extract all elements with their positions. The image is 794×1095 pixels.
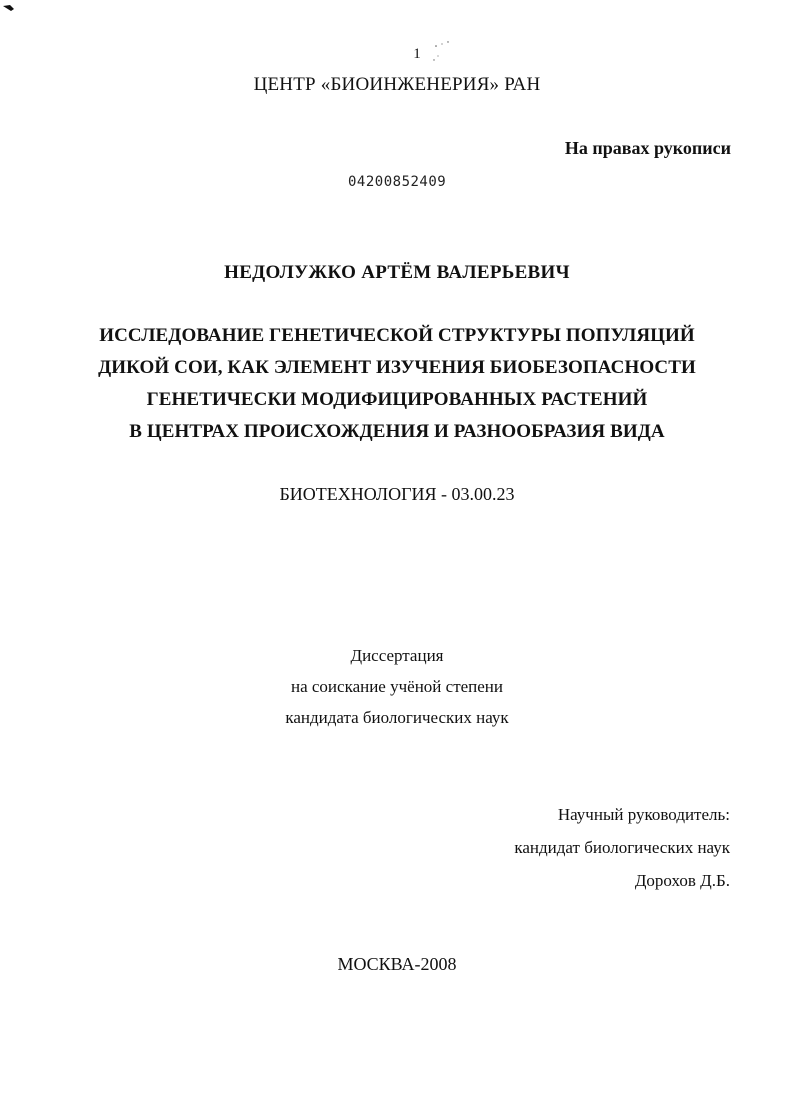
title-line: ИССЛЕДОВАНИЕ ГЕНЕТИЧЕСКОЙ СТРУКТУРЫ ПОПУЛЯЦИЙ (99, 325, 695, 346)
title-line: ДИКОЙ СОИ, КАК ЭЛЕМЕНТ ИЗУЧЕНИЯ БИОБЕЗОПАСНОСТИ (98, 357, 696, 378)
specialty-code: БИОТЕХНОЛОГИЯ - 03.00.23 (279, 484, 515, 504)
scan-specks (428, 40, 458, 70)
catalog-number: 04200852409 (348, 174, 447, 190)
rights-note: На правах рукописи (564, 138, 731, 158)
institution-name: ЦЕНТР «БИОИНЖЕНЕРИЯ» РАН (253, 74, 541, 95)
supervisor-label: Научный руководитель: (557, 805, 730, 824)
dissertation-title (0, 320, 794, 448)
degree-line: на соискание учёной степени (290, 677, 504, 696)
city-year: МОСКВА-2008 (337, 954, 457, 974)
supervisor-info (514, 798, 730, 897)
title-line: В ЦЕНТРАХ ПРОИСХОЖДЕНИЯ И РАЗНООБРАЗИЯ ВИДА (129, 421, 665, 442)
degree-line: Диссертация (350, 646, 444, 665)
supervisor-name: Дорохов Д.Б. (634, 871, 730, 890)
degree-line: кандидата биологических наук (285, 708, 509, 727)
degree-info (0, 640, 794, 733)
scan-corner-mark (2, 2, 18, 14)
supervisor-degree: кандидат биологических наук (514, 838, 730, 857)
author-name: НЕДОЛУЖКО АРТЁМ ВАЛЕРЬЕВИЧ (224, 262, 570, 283)
page-number: 1 (413, 46, 421, 62)
title-line: ГЕНЕТИЧЕСКИ МОДИФИЦИРОВАННЫХ РАСТЕНИЙ (146, 389, 648, 410)
